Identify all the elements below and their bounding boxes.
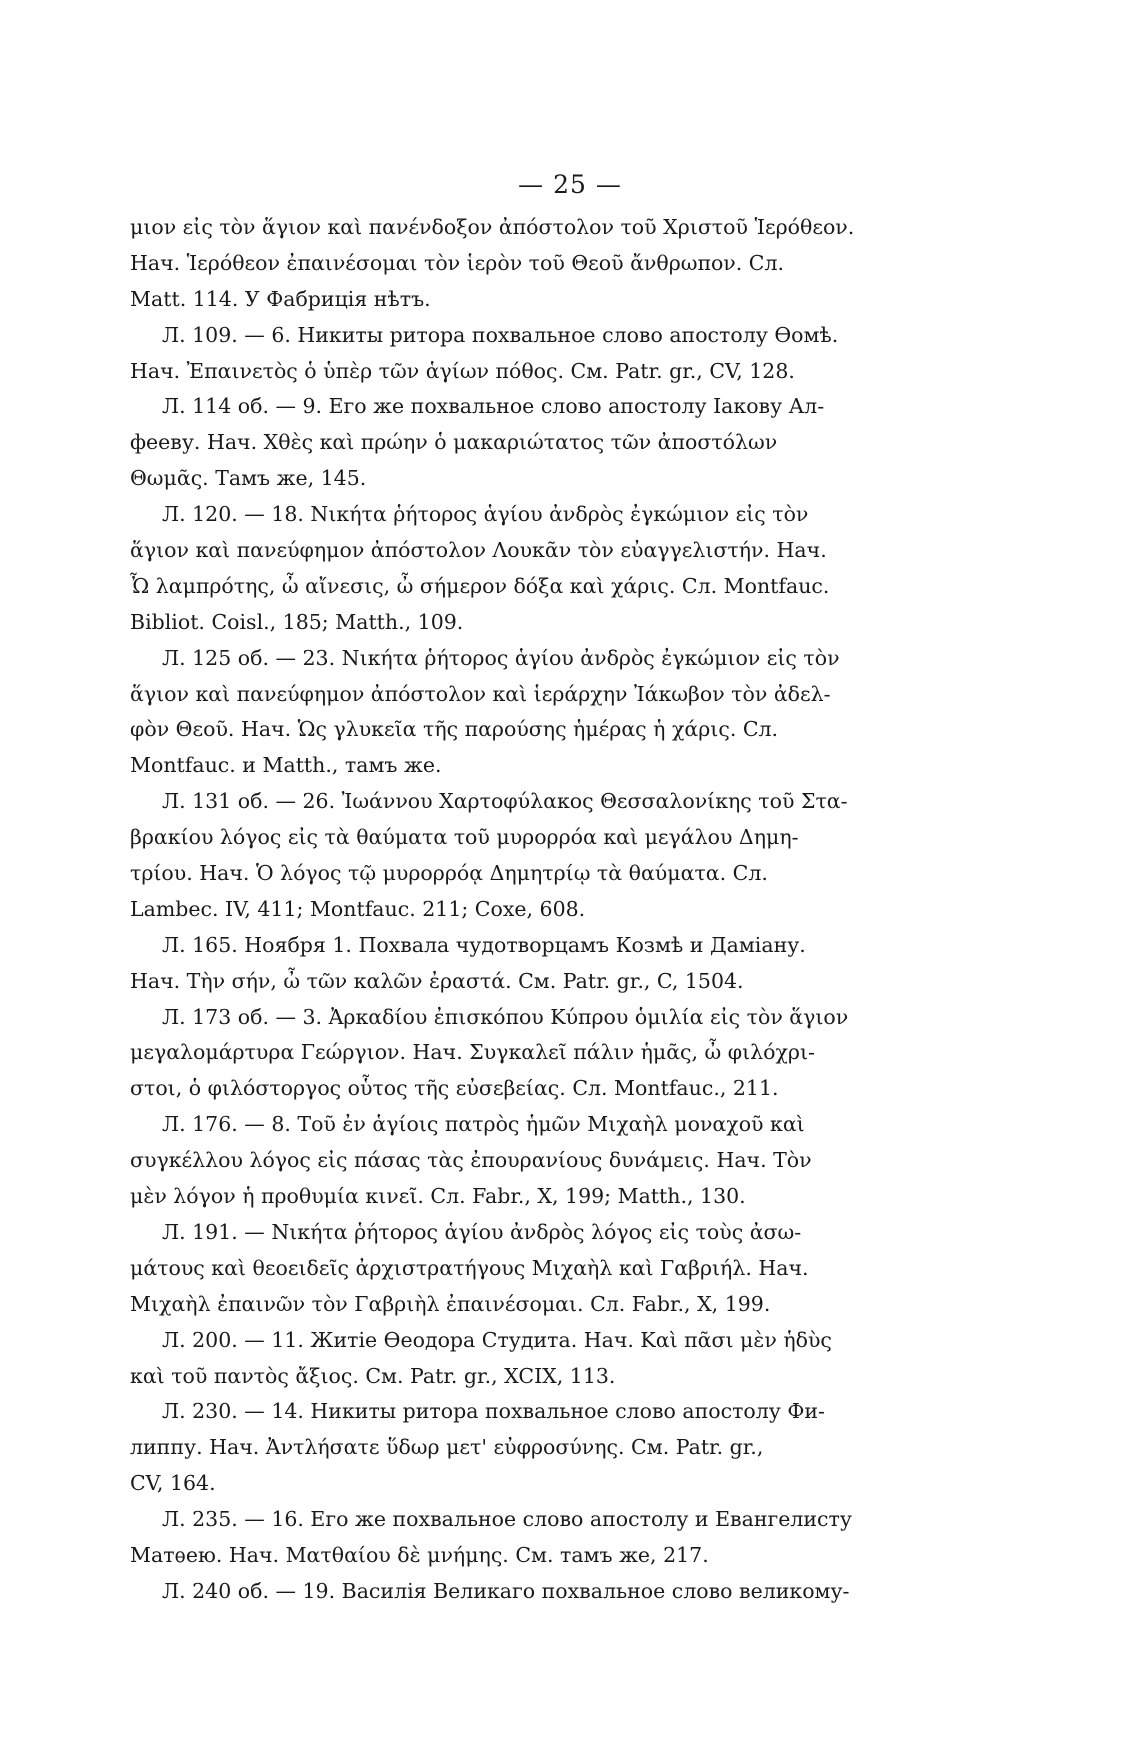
- text-line: Л. 200. — 11. Житіе Ѳеодора Студита. Нач. Καὶ πᾶσι μὲν ἡδὺς: [162, 1327, 832, 1352]
- text-line: Л. 191. — Νικήτα ῥήτορος ἁγίου ἀνδρὸς λόγος εἰς τοὺς ἀσω-: [162, 1219, 802, 1244]
- text-line: ἅγιον καὶ πανεύφημον ἀπόστολον καὶ ἱεράρχην Ἰάκωβον τὸν ἀδελ-: [130, 681, 831, 706]
- text-line: Л. 125 об. — 23. Νικήτα ῥήτορος ἁγίου ἀνδρὸς ἐγκώμιον εἰς τὸν: [162, 645, 840, 670]
- text-line: Ὦ λαμπρότης, ὦ αἴνεσις, ὦ σήμερον δόξα καὶ χάρις. Сл. Montfauc.: [130, 573, 830, 598]
- text-line: Матѳею. Нач. Ματθαίου δὲ μνήμης. См. тамъ же, 217.: [130, 1542, 709, 1567]
- text-line: τρίου. Нач. Ὁ λόγος τῷ μυρορρόᾳ Δημητρίῳ τὰ θαύματα. Сл.: [130, 861, 768, 886]
- text-line: στοι, ὁ φιλόστοργος οὗτος τῆς εὐσεβείας. Сл. Montfauc., 211.: [130, 1076, 779, 1101]
- text-line: μὲν λόγον ἡ προθυμία κινεῖ. Сл. Fabr., X, 199; Matth., 130.: [130, 1184, 746, 1209]
- text-line: Bibliot. Coisl., 185; Matth., 109.: [130, 609, 464, 634]
- text-line: Μιχαὴλ ἐπαινῶν τὸν Γαβριὴλ ἐπαινέσομαι. Сл. Fabr., X, 199.: [130, 1291, 771, 1316]
- text-line: Нач. Τὴν σήν, ὦ τῶν καλῶν ἐραστά. См. Patr. gr., C, 1504.: [130, 968, 744, 993]
- text-line: Lambec. IV, 411; Montfauc. 211; Coxe, 608.: [130, 896, 586, 921]
- text-line: Л. 109. — 6. Никиты ритора похвальное слово апостолу Ѳомѣ.: [162, 322, 839, 347]
- text-line: μιον εἰς τὸν ἅγιον καὶ πανένδοξον ἀπόστολον τοῦ Χριστοῦ Ἱερόθεον.: [130, 215, 855, 239]
- text-line: Montfauc. и Matth., тамъ же.: [130, 753, 442, 778]
- text-line: καὶ τοῦ παντὸς ἄξιος. См. Patr. gr., XCIX, 113.: [130, 1363, 616, 1388]
- page-number: — 25 —: [518, 170, 622, 199]
- text-line: φὸν Θεοῦ. Нач. Ὡς γλυκεῖα τῆς παρούσης ἡμέρας ἡ χάρις. Сл.: [130, 717, 779, 742]
- text-line: Нач. Ἱερόθεον ἐπαινέσομαι τὸν ἱερὸν τοῦ Θεοῦ ἄνθρωπον. Сл.: [130, 250, 785, 275]
- text-line: Л. 165. Ноября 1. Похвала чудотворцамъ Козмѣ и Даміану.: [162, 932, 806, 957]
- text-line: Л. 240 об. — 19. Василія Великаго похвальное слово великому-: [162, 1578, 850, 1603]
- text-line: βρακίου λόγος εἰς τὰ θαύματα τοῦ μυρορρόα καὶ μεγάλου Δημη-: [130, 825, 799, 850]
- text-line: Л. 114 об. — 9. Его же похвальное слово апостолу Іакову Ал-: [162, 394, 825, 419]
- text-line: CV, 164.: [130, 1471, 216, 1496]
- text-line: Л. 131 об. — 26. Ἰωάννου Χαρτοφύλακος Θεσσαλονίκης τοῦ Στα-: [162, 789, 848, 814]
- text-line: ἅγιον καὶ πανεύφημον ἀπόστολον Λουκᾶν τὸν εὐαγγελιστήν. Нач.: [130, 538, 827, 563]
- text-line: Л. 230. — 14. Никиты ритора похвальное слово апостолу Фи-: [162, 1399, 825, 1424]
- text-line: Л. 235. — 16. Его же похвальное слово апостолу и Евангелисту: [162, 1507, 852, 1532]
- text-line: Л. 120. — 18. Νικήτα ῥήτορος ἁγίου ἀνδρὸς ἐγκώμιον εἰς τὸν: [162, 502, 809, 527]
- text-line: фееву. Нач. Χθὲς καὶ πρώην ὁ μακαριώτατος τῶν ἀποστόλων: [130, 430, 778, 455]
- text-line: συγκέλλου λόγος εἰς πάσας τὰς ἐπουρανίους δυνάμεις. Нач. Τὸν: [130, 1148, 812, 1173]
- text-line: Matt. 114. У Фабриція нѣтъ.: [130, 286, 431, 311]
- text-line: Л. 173 об. — 3. Ἀρκαδίου ἐπισκόπου Κύπρου ὁμιλία εἰς τὸν ἅγιον: [162, 1004, 849, 1029]
- text-line: липпу. Нач. Ἀντλήσατε ὕδωρ μετ' εὐφροσύνης. См. Patr. gr.,: [130, 1435, 764, 1460]
- text-line: Л. 176. — 8. Τοῦ ἐν ἁγίοις πατρὸς ἡμῶν Μιχαὴλ μοναχοῦ καὶ: [162, 1112, 805, 1137]
- text-line: μεγαλομάρτυρα Γεώργιον. Нач. Συγκαλεῖ πάλιν ἡμᾶς, ὦ φιλόχρι-: [130, 1040, 815, 1065]
- text-line: Нач. Ἐπαινετὸς ὁ ὑπὲρ τῶν ἁγίων πόθος. См. Patr. gr., CV, 128.: [130, 358, 795, 383]
- text-line: μάτους καὶ θεοειδεῖς ἀρχιστρατήγους Μιχαὴλ καὶ Γαβριήλ. Нач.: [130, 1255, 809, 1280]
- body-text: [130, 210, 940, 1610]
- text-line: Θωμᾶς. Тамъ же, 145.: [130, 466, 367, 491]
